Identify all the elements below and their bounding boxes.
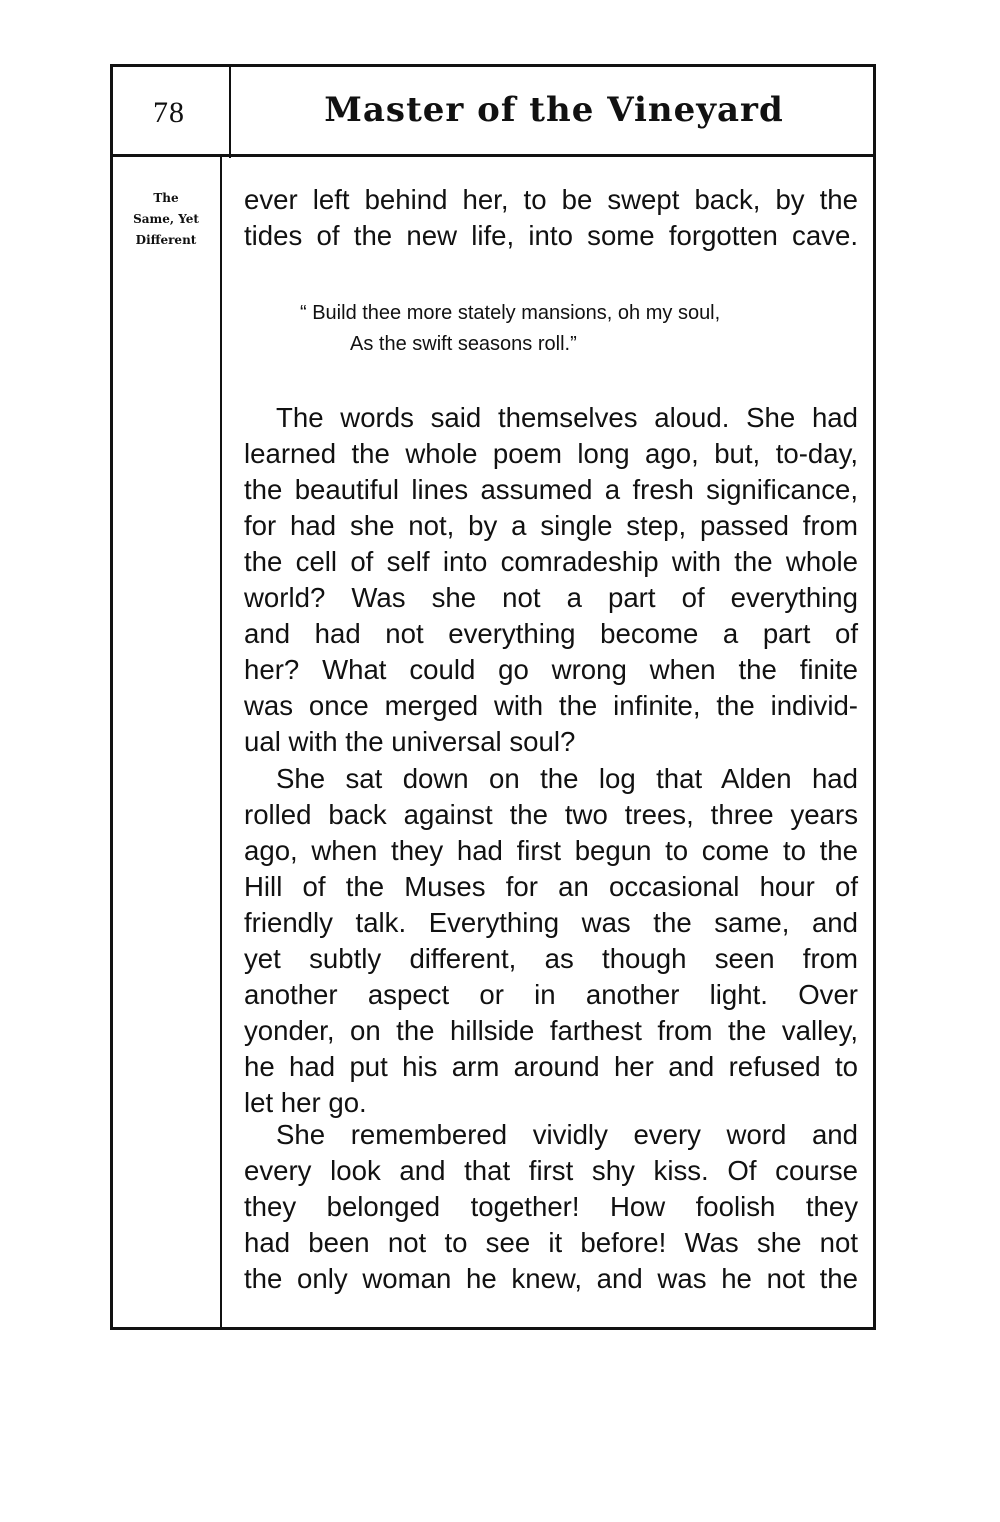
text-line: the cell of self into comradeship with the whole: [244, 546, 858, 577]
text-line: world? Was she not a part of everything: [244, 582, 858, 613]
text-line: her? What could go wrong when the finite: [244, 654, 858, 685]
text-line: every look and that first shy kiss. Of course: [244, 1155, 858, 1186]
text-line: let her go.: [244, 1087, 367, 1118]
text-line: and had not everything become a part of: [244, 618, 858, 649]
text-line: the beautiful lines assumed a fresh significance,: [244, 474, 858, 505]
text-line: The words said themselves aloud. She had: [276, 402, 858, 433]
margin-note-line: Same, Yet: [133, 212, 199, 226]
text-line: was once merged with the infinite, the individ-: [244, 690, 858, 721]
page-number: 78: [153, 96, 185, 129]
quotation-line: “ Build thee more stately mansions, oh my soul,: [300, 302, 721, 324]
header-column-divider: [229, 64, 231, 158]
paragraph-3: [244, 1117, 858, 1297]
text-line: rolled back against the two trees, three years: [244, 799, 858, 830]
margin-note-line: The: [153, 191, 179, 205]
text-line: friendly talk. Everything was the same, and: [244, 907, 858, 938]
text-line: the only woman he knew, and was he not the: [244, 1263, 858, 1294]
text-line: ago, when they had first begun to come to the: [244, 835, 858, 866]
paragraph-1: [244, 400, 858, 760]
running-title: Master of the Vineyard: [324, 90, 784, 130]
text-line: they belonged together! How foolish they: [244, 1191, 858, 1222]
text-line: yet subtly different, as though seen from: [244, 943, 858, 974]
text-line: had been not to see it before! Was she not: [244, 1227, 858, 1258]
text-line: another aspect or in another light. Over: [244, 979, 858, 1010]
text-line: ual with the universal soul?: [244, 726, 576, 757]
text-line: tides of the new life, into some forgotten cave.: [244, 220, 858, 251]
text-line: for had she not, by a single step, passed from: [244, 510, 858, 541]
opening-text: [244, 182, 858, 254]
text-line: She remembered vividly every word and: [276, 1119, 858, 1150]
margin-column-divider: [220, 156, 222, 1330]
text-line: yonder, on the hillside farthest from the valley,: [244, 1015, 858, 1046]
paragraph-2: [244, 761, 858, 1121]
margin-note: [112, 188, 220, 251]
poem-quotation: [300, 298, 840, 360]
text-line: he had put his arm around her and refused to: [244, 1051, 858, 1082]
text-line: Hill of the Muses for an occasional hour of: [244, 871, 858, 902]
margin-note-line: Different: [135, 233, 197, 247]
text-line: She sat down on the log that Alden had: [276, 763, 858, 794]
quotation-line: As the swift seasons roll.”: [350, 333, 577, 355]
text-line: ever left behind her, to be swept back, by the: [244, 184, 858, 215]
header-rule: [110, 154, 876, 157]
text-line: learned the whole poem long ago, but, to-day,: [244, 438, 858, 469]
